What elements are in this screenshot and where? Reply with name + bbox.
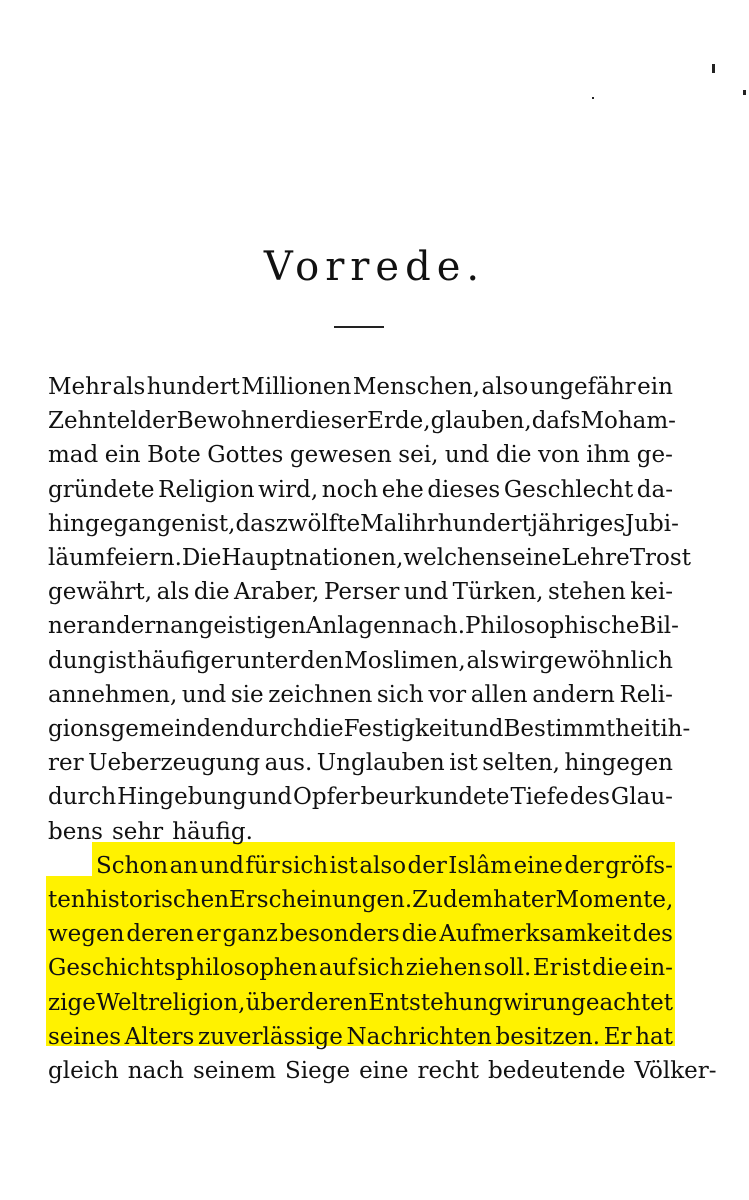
text-line: ten historischen Erscheinungen. Zudem hat er Momente, [48, 887, 674, 913]
text-line: ner andern an geistigen Anlagen nach. Philosophische Bil- [48, 613, 679, 640]
text-line: rer Ueberzeugung aus. Unglauben ist selten, hingegen [48, 750, 673, 777]
text-line: gionsgemeinden durch die Festigkeit und Bestimmtheit ih- [48, 716, 691, 742]
text-line: bens sehr häufig. [48, 818, 253, 845]
text-line: Schon an und für sich ist also der Islâm eine der gröfs- [96, 852, 673, 879]
text-line: gewährt, als die Araber, Perser und Türken, stehen kei- [48, 579, 673, 606]
page-speck [712, 64, 715, 73]
text-line: mad ein Bote Gottes gewesen sei, und die von ihm ge- [48, 442, 673, 469]
text-line: hingegangen ist, das zwölfte Mal ihr hundertjähriges Jubi- [48, 510, 679, 537]
text-line: Mehr als hundert Millionen Menschen, also ungefähr ein [48, 374, 673, 400]
text-line: läum feiern. Die Hauptnationen, welchen seine Lehre Trost [48, 545, 691, 571]
text-line: Zehntel der Bewohner dieser Erde, glauben, dafs Moham- [48, 408, 676, 435]
page-speck [592, 97, 594, 99]
text-line: gründete Religion wird, noch ehe dieses Geschlecht da- [48, 476, 673, 503]
text-line: Geschichtsphilosophen auf sich ziehen soll. Er ist die ein- [48, 955, 673, 982]
text-line: seines Alters zuverlässige Nachrichten besitzen. Er hat [48, 1023, 673, 1050]
page-speck [743, 90, 746, 95]
text-line: durch Hingebung und Opfer beurkundete Tiefe des Glau- [48, 784, 673, 811]
text-line: dung ist häufiger unter den Moslimen, als wir gewöhnlich [48, 647, 673, 674]
text-line: zige Weltreligion, über deren Entstehung wir ungeachtet [48, 989, 673, 1016]
page-title: Vorrede. [263, 244, 486, 290]
text-line: gleich nach seinem Siege eine recht bedeutende Völker- [48, 1058, 717, 1084]
title-rule [334, 326, 384, 328]
text-line: annehmen, und sie zeichnen sich vor allen andern Reli- [48, 681, 673, 708]
text-line: wegen deren er ganz besonders die Aufmerksamkeit des [48, 921, 673, 948]
